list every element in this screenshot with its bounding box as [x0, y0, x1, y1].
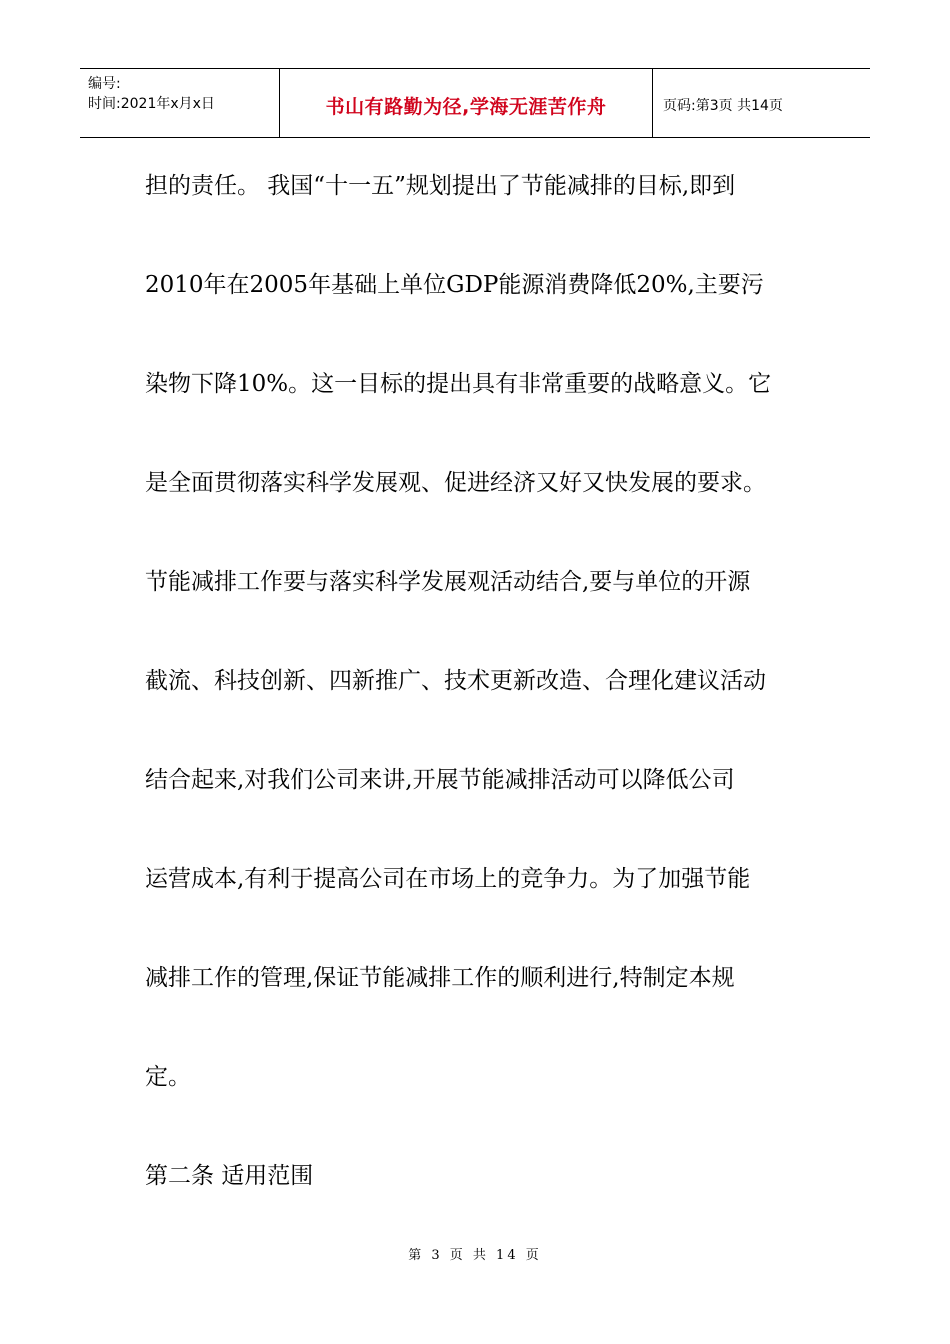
- document-body: [145, 168, 825, 1257]
- header-motto-cell: [280, 69, 653, 137]
- body-line: 染物下降10%。这一目标的提出具有非常重要的战略意义。它: [145, 371, 772, 397]
- page-header: [80, 68, 870, 138]
- body-line: 截流、科技创新、四新推广、技术更新改造、合理化建议活动: [145, 668, 766, 694]
- body-line: 减排工作的管理,保证节能减排工作的顺利进行,特制定本规: [145, 965, 735, 991]
- page-footer: 第 3 页 共 14 页: [408, 1248, 542, 1263]
- header-page-info: 页码:第3页 共14页: [663, 98, 783, 114]
- document-number-label: 编号:: [88, 76, 121, 92]
- body-line: 2010年在2005年基础上单位GDP能源消费降低20%,主要污: [145, 272, 764, 298]
- section-heading: 第二条 适用范围: [145, 1163, 314, 1189]
- body-line: 担的责任。 我国“十一五”规划提出了节能减排的目标,即到: [145, 173, 736, 199]
- header-motto: 书山有路勤为径,学海无涯苦作舟: [325, 95, 607, 118]
- body-line: 是全面贯彻落实科学发展观、促进经济又好又快发展的要求。: [145, 470, 766, 496]
- body-line: 节能减排工作要与落实科学发展观活动结合,要与单位的开源: [145, 569, 751, 595]
- header-meta-cell: [80, 69, 280, 137]
- document-date-label: 时间:2021年x月x日: [88, 96, 215, 112]
- header-page-cell: [653, 69, 870, 137]
- body-line: 运营成本,有利于提高公司在市场上的竞争力。为了加强节能: [145, 866, 751, 892]
- body-line: 定。: [145, 1064, 191, 1090]
- body-line: 结合起来,对我们公司来讲,开展节能减排活动可以降低公司: [145, 767, 735, 793]
